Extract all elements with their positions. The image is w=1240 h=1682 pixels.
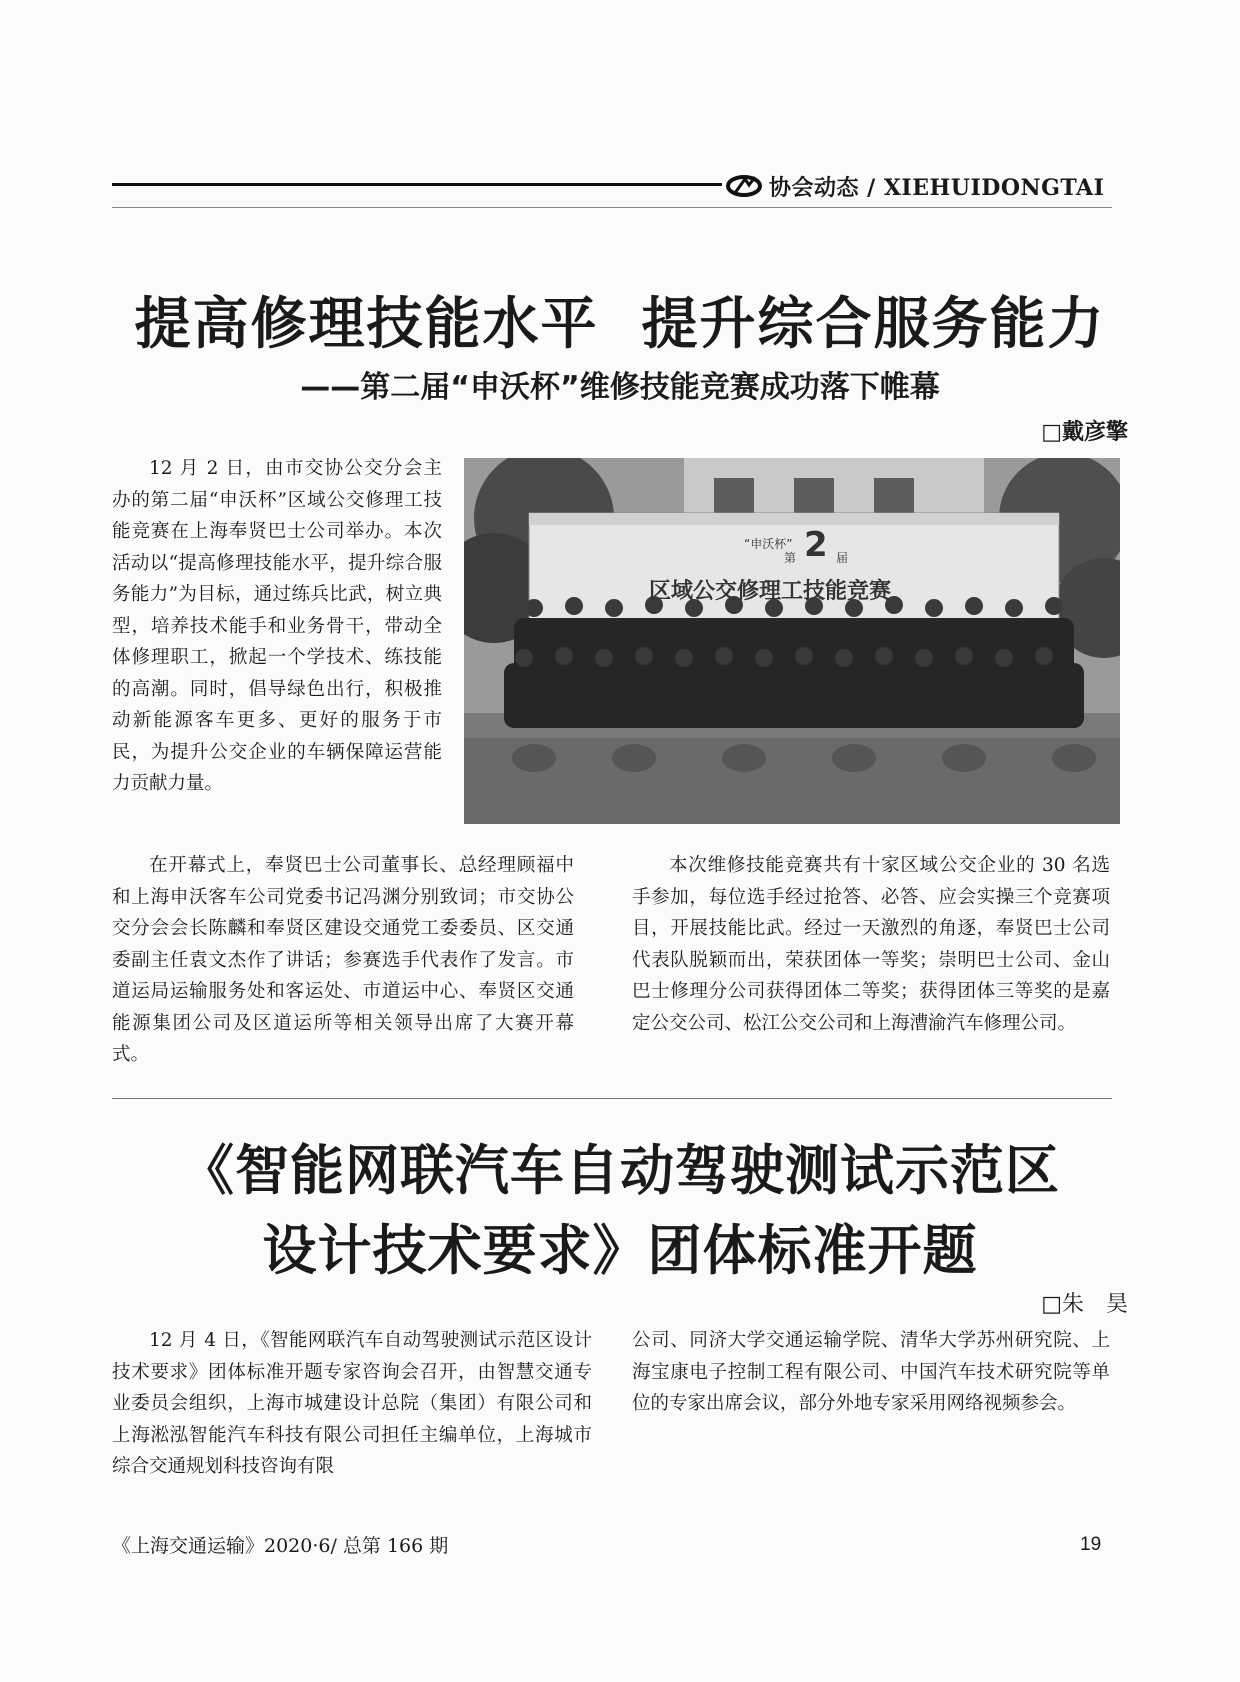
article1-intro xyxy=(112,453,442,800)
article1-left-para xyxy=(112,850,574,1071)
header-rule-bottom xyxy=(112,207,1112,208)
journal-footer: 《上海交通运输》2020·6/ 总第 166 期 xyxy=(112,1535,449,1557)
article2-right-para xyxy=(632,1325,1110,1420)
photo-banner-number: 2 xyxy=(804,525,828,565)
event-photo xyxy=(464,458,1120,824)
article2-left-text: 12 月 4 日，《智能网联汽车自动驾驶测试示范区设计技术要求》团体标准开题专家咨询会召开，由智慧交通专业委员会组织，上海市城建设计总院（集团）有限公司和上海淞泓智能汽车科技有限公司担任主编单位，上海城市综合交通规划科技咨询有限 xyxy=(112,1330,592,1477)
header-rule xyxy=(112,183,722,186)
article1-intro-text: 12 月 2 日，由市交协公交分会主办的第二届“申沃杯”区域公交修理工技能竞赛在上海奉贤巴士公司举办。本次活动以“提高修理技能水平，提升综合服务能力”为目标，通过练兵比武，树立典型，培养技术能手和业务骨干，带动全体修理职工，掀起一个学技术、练技能的高潮。同时，倡导绿色出行，积极推动新能源客车更多、更好的服务于市民，为提升公交企业的车辆保障运营能力贡献力量。 xyxy=(112,458,442,794)
article2-title-line1: 《智能网联汽车自动驾驶测试示范区 xyxy=(180,1138,1060,1202)
article2-right-text: 公司、同济大学交通运输学院、清华大学苏州研究院、上海宝康电子控制工程有限公司、中国汽车技术研究院等单位的专家出席会议，部分外地专家采用网络视频参会。 xyxy=(632,1330,1110,1414)
section-tag xyxy=(725,168,1104,204)
photo-banner-title: 区域公交修理工技能竞赛 xyxy=(649,579,892,604)
article2-left-para xyxy=(112,1325,592,1483)
photo-banner-cup: “申沃杯” xyxy=(744,537,793,551)
article1-title: 提高修理技能水平 提升综合服务能力 xyxy=(134,291,1106,357)
article1-author: □戴彦擎 xyxy=(1041,420,1128,445)
page-number: 19 xyxy=(1080,1534,1102,1555)
article1-left-text: 在开幕式上，奉贤巴士公司董事长、总经理顾福中和上海申沃客车公司党委书记冯渊分别致词；市交协公交分会会长陈麟和奉贤区建设交通党工委委员、区交通委副主任袁文杰作了讲话；参赛选手代表作了发言。市道运局运输服务处和客运处、市道运中心、奉贤区交通能源集团公司及区道运所等相关领导出席了大赛开幕式。 xyxy=(112,855,574,1065)
article-divider xyxy=(112,1098,1112,1099)
article1-right-para xyxy=(632,850,1110,1039)
photo-banner-jie: 届 xyxy=(836,551,849,565)
photo-banner-di: 第 xyxy=(784,551,797,565)
article2-author: □朱 昊 xyxy=(1041,1292,1128,1317)
article1-right-text: 本次维修技能竞赛共有十家区域公交企业的 30 名选手参加，每位选手经过抢答、必答、应会实操三个竞赛项目，开展技能比武。经过一天激烈的角逐，奉贤巴士公司代表队脱颖而出，荣获团体一等奖；崇明巴士公司、金山巴士修理分公司获得团体二等奖；获得团体三等奖的是嘉定公交公司、松江公交公司和上海漕渝汽车修理公司。 xyxy=(632,855,1110,1034)
event-photo-graphic xyxy=(464,458,1120,824)
section-label: 协会动态 / XIEHUIDONGTAI xyxy=(769,174,1105,201)
association-logo-icon xyxy=(725,173,763,199)
article1-subtitle: ——第二届“申沃杯”维修技能竞赛成功落下帷幕 xyxy=(300,370,940,405)
article2-title-line2: 设计技术要求》团体标准开题 xyxy=(262,1218,978,1282)
